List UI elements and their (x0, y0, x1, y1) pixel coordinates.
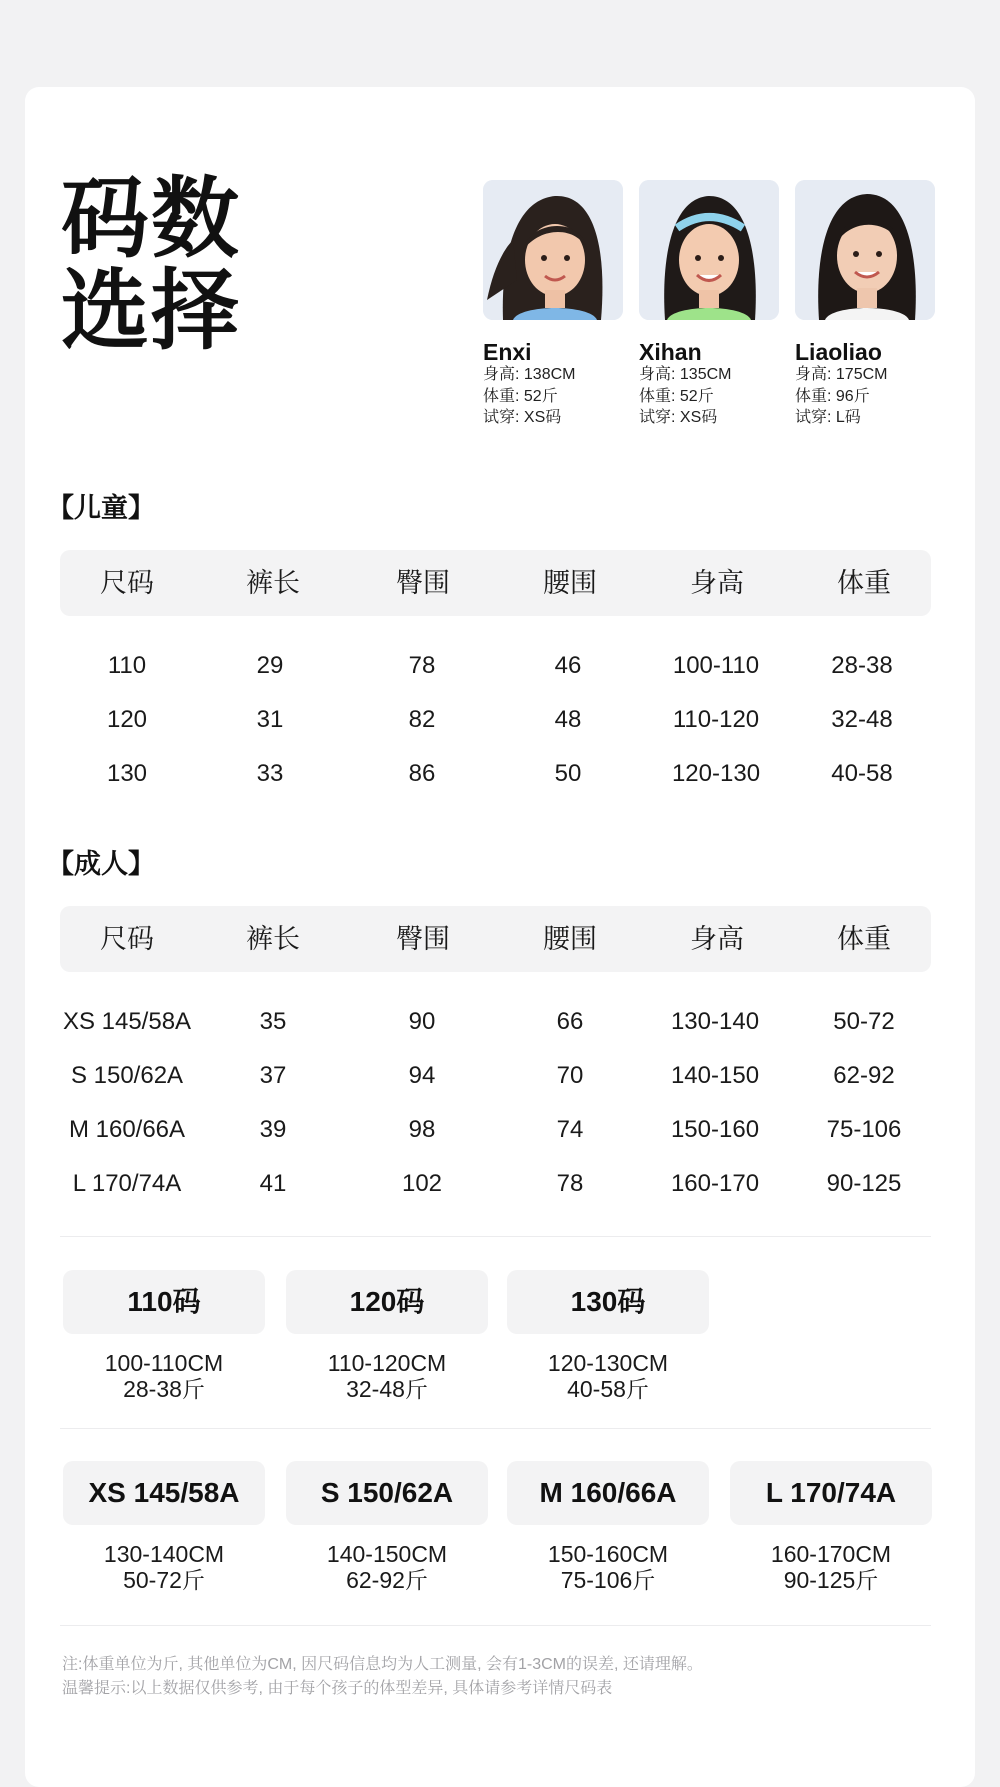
size-chip-group (63, 1461, 265, 1593)
adults-section-label: 【成人】 (47, 849, 155, 879)
model-weight: 体重: 52斤 (483, 387, 558, 405)
cell-hip: 94 (408, 1062, 436, 1089)
cell-length: 35 (259, 1008, 287, 1035)
model-weight: 体重: 52斤 (639, 387, 714, 405)
size-chip: 110码 (63, 1270, 265, 1334)
model-size: 试穿: XS码 (639, 409, 718, 426)
chip-weight: 62-92斤 (346, 1567, 428, 1593)
cell-hip: 98 (408, 1116, 436, 1143)
model-size: 试穿: XS码 (483, 409, 562, 426)
cell-height: 160-170 (670, 1170, 760, 1197)
table-row (60, 1056, 931, 1096)
model-card (795, 180, 935, 429)
cell-size: XS 145/58A (62, 1008, 192, 1035)
divider (60, 1236, 931, 1237)
cell-hip: 102 (401, 1170, 443, 1197)
cell-waist: 50 (554, 760, 582, 787)
girl-portrait-icon (483, 180, 623, 320)
cell-length: 39 (259, 1116, 287, 1143)
cell-height: 110-120 (672, 706, 760, 733)
divider (60, 1625, 931, 1626)
cell-height: 130-140 (670, 1008, 760, 1035)
chip-height: 160-170CM (770, 1541, 892, 1567)
header-height: 身高 (690, 568, 744, 598)
title-line-1: 码数 (61, 167, 242, 270)
model-photo (483, 180, 623, 320)
size-guide-card (25, 87, 975, 1787)
model-size: 试穿: L码 (795, 409, 861, 426)
cell-waist: 48 (554, 706, 582, 733)
table-row (60, 1002, 931, 1042)
model-photo (639, 180, 779, 320)
note-units: 注:体重单位为斤, 其他单位为CM, 因尺码信息均为人工测量, 会有1-3CM的误差, 还请理解。 (62, 1656, 703, 1673)
chip-height: 140-150CM (326, 1541, 448, 1567)
cell-hip: 90 (408, 1008, 436, 1035)
size-chip: L 170/74A (730, 1461, 932, 1525)
header-hip: 臀围 (396, 924, 450, 954)
size-chip-group (286, 1461, 488, 1593)
cell-height: 100-110 (672, 652, 760, 679)
cell-length: 31 (256, 706, 284, 733)
cell-size: L 170/74A (72, 1170, 182, 1197)
table-row (60, 754, 931, 794)
size-chip: XS 145/58A (63, 1461, 265, 1525)
chip-height: 110-120CM (327, 1350, 447, 1376)
cell-weight: 28-38 (831, 652, 893, 679)
size-chip: M 160/66A (507, 1461, 709, 1525)
table-row (60, 1164, 931, 1204)
header-waist: 腰围 (543, 568, 597, 598)
cell-size: S 150/62A (70, 1062, 184, 1089)
model-card (483, 180, 623, 429)
cell-height: 120-130 (671, 760, 761, 787)
chip-weight: 90-125斤 (783, 1567, 879, 1593)
cell-length: 33 (256, 760, 284, 787)
cell-hip: 82 (408, 706, 436, 733)
header-hip: 臀围 (396, 568, 450, 598)
cell-height: 150-160 (670, 1116, 760, 1143)
header-length: 裤长 (246, 568, 300, 598)
chip-weight: 75-106斤 (560, 1567, 656, 1593)
size-chip-group (286, 1270, 488, 1402)
cell-size: M 160/66A (68, 1116, 186, 1143)
size-chip-group (507, 1270, 709, 1402)
size-chip: 130码 (507, 1270, 709, 1334)
cell-weight: 32-48 (831, 706, 893, 733)
cell-size: 110 (107, 652, 147, 679)
chip-weight: 32-48斤 (346, 1376, 428, 1402)
table-row (60, 1110, 931, 1150)
model-height: 身高: 175CM (795, 366, 888, 383)
model-weight: 体重: 96斤 (795, 387, 870, 405)
size-chip-group (730, 1461, 932, 1593)
divider (60, 1428, 931, 1429)
cell-weight: 62-92 (833, 1062, 895, 1089)
cell-length: 29 (256, 652, 284, 679)
cell-length: 41 (259, 1170, 287, 1197)
woman-portrait-icon (795, 180, 935, 320)
chip-height: 100-110CM (104, 1350, 224, 1376)
cell-waist: 74 (556, 1116, 584, 1143)
kids-section-label: 【儿童】 (47, 493, 155, 523)
note-tip: 温馨提示:以上数据仅供参考, 由于每个孩子的体型差异, 具体请参考详情尺码表 (62, 1680, 613, 1697)
header-height: 身高 (690, 924, 744, 954)
model-name: Liaoliao (795, 339, 882, 365)
title-line-2: 选择 (61, 259, 242, 362)
cell-waist: 66 (556, 1008, 584, 1035)
cell-weight: 90-125 (826, 1170, 902, 1197)
size-chip-group (63, 1270, 265, 1402)
model-name: Enxi (483, 339, 532, 365)
size-chip: 120码 (286, 1270, 488, 1334)
header-weight: 体重 (837, 568, 891, 598)
cell-height: 140-150 (670, 1062, 760, 1089)
cell-weight: 40-58 (831, 760, 893, 787)
model-card (639, 180, 779, 429)
cell-waist: 70 (556, 1062, 584, 1089)
cell-waist: 46 (554, 652, 582, 679)
chip-weight: 28-38斤 (123, 1376, 205, 1402)
chip-height: 120-130CM (547, 1350, 669, 1376)
page-title (61, 167, 242, 362)
chip-height: 150-160CM (547, 1541, 669, 1567)
chip-weight: 50-72斤 (123, 1567, 205, 1593)
chip-height: 130-140CM (103, 1541, 225, 1567)
header-size: 尺码 (100, 568, 154, 598)
table-row (60, 700, 931, 740)
model-name: Xihan (639, 339, 702, 365)
header-weight: 体重 (837, 924, 891, 954)
header-length: 裤长 (246, 924, 300, 954)
chip-weight: 40-58斤 (567, 1376, 649, 1402)
model-photo (795, 180, 935, 320)
model-height: 身高: 138CM (483, 366, 576, 383)
cell-size: 120 (106, 706, 148, 733)
cell-weight: 75-106 (826, 1116, 902, 1143)
model-height: 身高: 135CM (639, 366, 732, 383)
model-list (483, 180, 961, 430)
cell-waist: 78 (556, 1170, 584, 1197)
header-size: 尺码 (100, 924, 154, 954)
cell-weight: 50-72 (833, 1008, 895, 1035)
header-waist: 腰围 (543, 924, 597, 954)
girl-headband-portrait-icon (639, 180, 779, 320)
cell-hip: 78 (408, 652, 436, 679)
adults-table-header (60, 906, 931, 972)
cell-length: 37 (259, 1062, 287, 1089)
size-chip-group (507, 1461, 709, 1593)
size-chip: S 150/62A (286, 1461, 488, 1525)
kids-table-header (60, 550, 931, 616)
cell-hip: 86 (408, 760, 436, 787)
cell-size: 130 (106, 760, 148, 787)
table-row (60, 646, 931, 686)
